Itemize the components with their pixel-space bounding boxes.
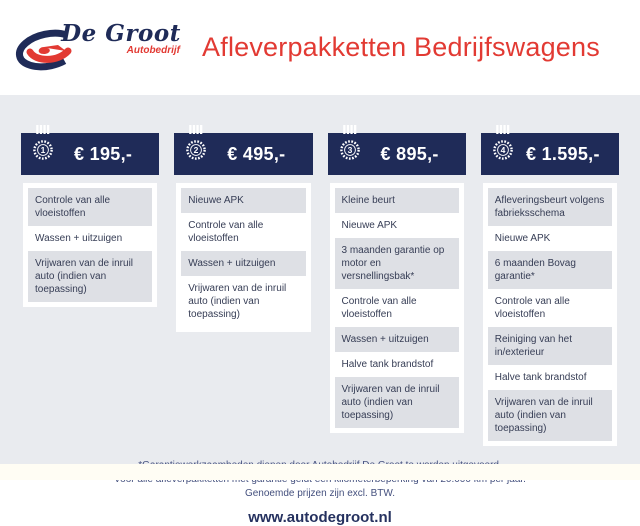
package-header xyxy=(328,133,466,175)
svg-text:1: 1 xyxy=(40,145,46,155)
package-item: Nieuwe APK xyxy=(488,226,612,251)
package-item: Wassen + uitzuigen xyxy=(335,327,459,352)
content-band xyxy=(0,95,640,526)
medal-icon xyxy=(183,125,209,165)
package-item: Halve tank brandstof xyxy=(488,365,612,390)
page-header xyxy=(0,0,640,95)
package-item: 3 maanden garantie op motor en versnellingsbak* xyxy=(335,238,459,289)
package-price: € 195,- xyxy=(74,143,133,164)
package-item: Controle van alle vloeistoffen xyxy=(335,289,459,327)
brand-name: De Groot xyxy=(61,19,181,47)
package-price: € 495,- xyxy=(227,143,286,164)
medal-icon xyxy=(490,125,516,165)
package-item: Halve tank brandstof xyxy=(335,352,459,377)
package-header xyxy=(174,133,312,175)
package-header xyxy=(481,133,619,175)
footnote-line: Genoemde prijzen zijn excl. BTW. xyxy=(244,488,396,500)
package-item-list-card xyxy=(330,183,464,433)
package-item: Afleveringsbeurt volgens fabrieksschema xyxy=(488,188,612,226)
website-link[interactable]: www.autodegroot.nl xyxy=(248,508,392,526)
package-price: € 1.595,- xyxy=(525,143,600,164)
package-item: Wassen + uitzuigen xyxy=(181,251,305,276)
package-item: Vrijwaren van de inruil auto (indien van toepassing) xyxy=(181,276,305,327)
package-item: Controle van alle vloeistoffen xyxy=(28,188,152,226)
svg-text:3: 3 xyxy=(347,145,352,155)
package-item: Wassen + uitzuigen xyxy=(28,226,152,251)
package-item: Nieuwe APK xyxy=(181,188,305,213)
package-card-4 xyxy=(481,133,619,446)
medal-icon xyxy=(30,125,56,165)
svg-text:4: 4 xyxy=(500,145,506,155)
package-item-list xyxy=(488,188,612,441)
package-item-list-card xyxy=(176,183,310,332)
package-item: Vrijwaren van de inruil auto (indien van toepassing) xyxy=(28,251,152,302)
package-item-list xyxy=(181,188,305,327)
package-item: Reiniging van het in/exterieur xyxy=(488,327,612,365)
package-item: Kleine beurt xyxy=(335,188,459,213)
brand-logo xyxy=(14,12,182,84)
package-columns xyxy=(21,133,619,446)
svg-text:2: 2 xyxy=(193,145,199,155)
package-item: 6 maanden Bovag garantie* xyxy=(488,251,612,289)
package-item-list-card xyxy=(483,183,617,446)
package-item: Vrijwaren van de inruil auto (indien van toepassing) xyxy=(488,390,612,441)
bottom-strip xyxy=(0,464,640,480)
package-price: € 895,- xyxy=(380,143,439,164)
package-item: Nieuwe APK xyxy=(335,213,459,238)
brand-subtitle: Autobedrijf xyxy=(126,44,180,56)
package-item: Controle van alle vloeistoffen xyxy=(181,213,305,251)
package-item-list-card xyxy=(23,183,157,307)
package-card-2 xyxy=(174,133,312,332)
website-wrapper xyxy=(21,509,619,526)
package-item: Controle van alle vloeistoffen xyxy=(488,289,612,327)
medal-icon xyxy=(337,125,363,165)
package-item-list xyxy=(28,188,152,302)
package-item: Vrijwaren van de inruil auto (indien van toepassing) xyxy=(335,377,459,428)
brand-text xyxy=(60,20,182,56)
page-title: Afleverpakketten Bedrijfswagens xyxy=(202,32,600,62)
package-card-1 xyxy=(21,133,159,307)
package-item-list xyxy=(335,188,459,428)
package-card-3 xyxy=(328,133,466,433)
package-header xyxy=(21,133,159,175)
